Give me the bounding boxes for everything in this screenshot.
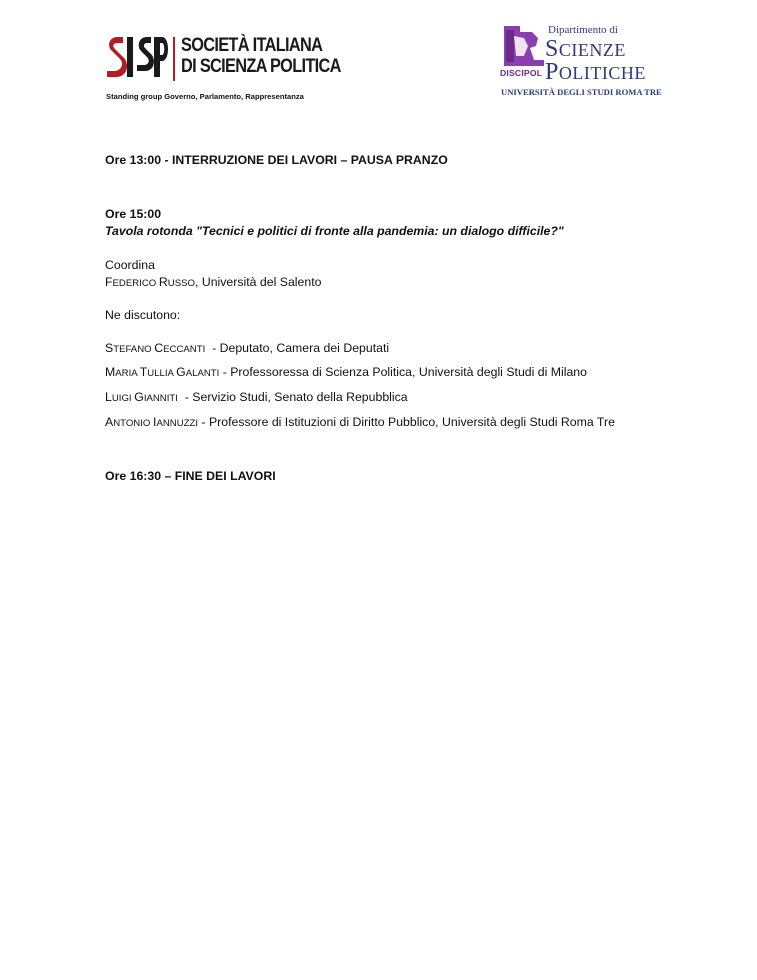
discussant-name: MARIA TULLIA GALANTI <box>105 365 220 379</box>
department-name-line1: SCIENZE <box>545 36 626 62</box>
coordinator-line <box>105 275 321 289</box>
discussant-line <box>105 341 389 355</box>
discipol-label: DISCIPOL <box>500 68 543 78</box>
university-name: UNIVERSITÀ DEGLI STUDI ROMA TRE <box>501 87 662 97</box>
session-title: Tavola rotonda "Tecnici e politici di fronte alla pandemia: un dialogo difficile?" <box>105 224 564 238</box>
coordinator-name: FEDERICO RUSSO <box>105 275 195 289</box>
sisp-logo-mark <box>104 33 168 89</box>
session-time: Ore 15:00 <box>105 207 162 221</box>
sisp-divider <box>173 37 175 81</box>
discussants-label: Ne discutono: <box>105 308 181 322</box>
coordina-label: Coordina <box>105 258 155 272</box>
sisp-standing-group: Standing group Governo, Parlamento, Rappresentanza <box>106 92 304 101</box>
department-name-line2: POLITICHE <box>545 59 646 85</box>
lunch-break-line: Ore 13:00 - INTERRUZIONE DEI LAVORI – PAUSA PRANZO <box>105 153 448 167</box>
discussant-name: STEFANO CECCANTI <box>105 341 206 355</box>
sisp-name-line1: SOCIETÀ ITALIANA <box>181 35 323 56</box>
department-logo <box>500 24 660 100</box>
discussant-line <box>105 365 587 379</box>
discussant-name: ANTONIO IANNUZZI <box>105 415 199 429</box>
end-of-works-line: Ore 16:30 – FINE DEI LAVORI <box>105 469 276 483</box>
discussant-affiliation: - Professore di Istituzioni di Diritto Pubblico, Università degli Studi Roma Tre <box>198 415 615 429</box>
discussant-affiliation: - Deputato, Camera dei Deputati <box>205 341 390 355</box>
sisp-logo <box>104 33 344 105</box>
sisp-name <box>181 35 341 77</box>
sisp-name-line2: DI SCIENZA POLITICA <box>181 56 341 77</box>
coordinator-affiliation: , Università del Salento <box>195 275 322 289</box>
discussant-affiliation: - Professoressa di Scienza Politica, Università degli Studi di Milano <box>219 365 587 379</box>
discussant-line <box>105 415 615 429</box>
department-prefix: Dipartimento di <box>548 24 618 36</box>
discussant-affiliation: - Servizio Studi, Senato della Repubblica <box>177 390 408 404</box>
discussant-name: LUIGI GIANNITI <box>105 390 178 404</box>
discussant-line <box>105 390 408 404</box>
